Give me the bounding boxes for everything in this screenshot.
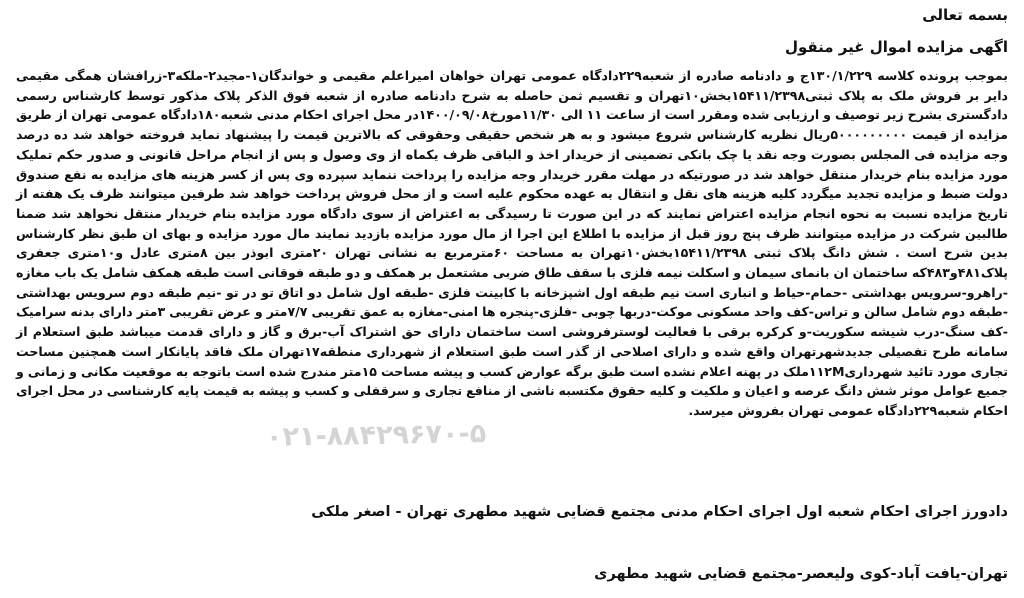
officer-signature-line: دادورز اجرای احکام شعبه اول اجرای احکام مدنی مجتمع قضایی شهید مطهری تهران - اصغر ملکی — [311, 504, 1008, 520]
phone-watermark: ۰۲۱-۸۸۴۲۹۶۷۰-۵ — [265, 418, 487, 453]
legal-notice-document — [16, 0, 1008, 598]
notice-body-paragraph: بموجب پرونده کلاسه ۱۳۰/۱/۲۲۹ج و دادنامه صادره از شعبه۲۲۹دادگاه عمومی تهران خواهان امیراعلم مقیمی و خواندگان۱-مجید۲-ملکه۳-زرافشان همگی مقیمی دایر بر فروش ملک به پلاک ثبتی۱۵۴۱۱/۲۳۹۸بخش۱۰تهران و تقسیم ثمن حاصله به شرح دادنامه صادره از شعبه فوق الذکر پلاک مذکور توسط کارشناس رسمی دادگستری بشرح زیر توصیف و ارزیابی شده ومقرر است از ساعت ۱۱ الی ۱۱/۳۰مورخ۱۴۰۰/۰۹/۰۸در محل اجرای احکام مدنی شعبه۱۸۰دادگاه عمومی تهران از طریق مزایده از قیمت ۵۰۰۰۰۰۰۰۰۰ریال نظریه کارشناس شروع میشود و به هر شخص حقیقی وحقوقی که بالاترین قیمت را پیشنهاد نماید فروخته خواهد شد ده درصد وجه مزایده فی المجلس بصورت وجه نقد یا چک بانکی تضمینی از خریدار اخذ و الباقی ظرف یکماه از وی وصول و پس از انجام مراحل قانونی و صدور حکم تملیک مورد مزایده بنام خریدار منتقل خواهد شد در صورتیکه در مهلت مقرر خریدار وجه مزایده را پرداخت ننماید سپرده وی پس از کسر هزینه های مزایده به نفع صندوق دولت ضبط و مزایده تجدید میگردد کلیه هزینه های نقل و انتقال به عهده محکوم علیه است و از محل فروش پرداخت خواهد شد طرفین میتوانند ظرف یک هفته از تاریخ مزایده نسبت به نحوه انجام مزایده اعتراض نمایند که در این صورت تا رسیدگی به اعتراض از سوی دادگاه مورد مزایده بنام خریدار منتقل نخواهد شد ضمنا طالبین شرکت در مزایده میتوانند ظرف پنج روز قبل از مزایده با اطلاع این اجرا از مال مورد مزایده بازدید نمایند مال مورد مزایده و بهای ان طبق نظر کارشناس بدین شرح است . شش دانگ پلاک ثبتی ۱۵۴۱۱/۲۳۹۸بخش۱۰تهران به مساحت ۶۰مترمربع به نشانی تهران ۲۰متری ابوذر بین ۸متری عادل و۱۰متری جعفری پلاک۴۸۱و۴۸۳که ساختمان ان بانمای سیمان و اسکلت نیمه فلزی با سقف طاق ضربی مشتعمل بر همکف و دو طبقه فوقانی است طبقه همکف شامل یک باب مغازه -راهرو-سرویس بهداشتی -حمام-حیاط و انباری است نیم طبقه اول اشپزخانه با کابینت فلزی -طبقه اول شامل دو اتاق تو در تو -نیم طبقه دوم سرویس بهداشتی -طبقه دوم شامل سالن و تراس-کف واحد مسکونی موکت-دربها چوبی -فلزی-پنجره ها امنی-مغازه به عمق تقریبی ۷/۷متر و عرض تقریبی ۳متر دارای بدنه سرامیک -کف سنگ-درب شیشه سکوریت-و کرکره برقی با فعالیت لوسترفروشی است ساختمان دارای حق اشتراک آب-برق و گاز و دارای قدمت میباشد طبق استعلام از سامانه طرح تفصیلی جدیدشهرتهران واقع شده و دارای اصلاحی از گذر است طبق استعلام از شهرداری منطقه۱۷تهران ملک فاقد پایانکار است همچنین مساحت تجاری مورد تائید شهرداری۱۱۲Mملک در پهنه اعلام نشده است طبق برگه عوارض کسب و پیشه مساحت ۱۵متر مندرج شده است باتوجه به موقعیت مکانی و زمانی و جمیع عوامل موثر شش دانگ عرصه و اعیان و ملکیت و کلیه حقوق مکتسبه ناشی از منافع تجاری و سرقفلی و کسب و پیشه به قیمت پایه کارشناسی در محل اجرای احکام شعبه۲۲۹دادگاه عمومی تهران بفروش میرسد. — [16, 68, 1009, 418]
court-address-line: تهران-یافت آباد-کوی ولیعصر-مجتمع قضایی شهید مطهری — [594, 566, 1008, 582]
basmala-heading: بسمه تعالی — [922, 6, 1008, 24]
notice-title: اگهی مزایده اموال غیر منقول — [784, 38, 1008, 56]
